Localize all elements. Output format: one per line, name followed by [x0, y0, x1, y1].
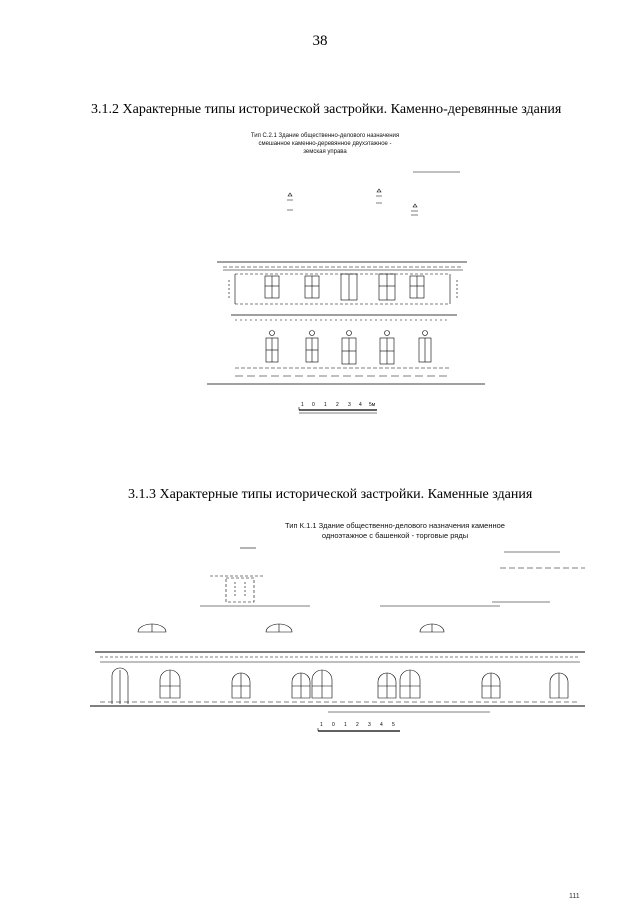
scale-tick-label: 1: [344, 722, 347, 728]
scale-tick-label: 0: [332, 722, 335, 728]
elevation-drawing-trading-rows: [80, 540, 600, 740]
scale-tick-label: 3: [348, 402, 351, 408]
caption-line: Тип С.2.1 Здание общественно-делового назначения: [250, 133, 400, 139]
scale-tick-label: 1: [324, 402, 327, 408]
scale-tick-label: 2: [336, 402, 339, 408]
page-number: 38: [312, 33, 328, 49]
scale-tick-label: 2: [356, 722, 359, 728]
elevation-drawing-zemstvo: [195, 170, 495, 430]
drawing-caption-c21: [225, 132, 425, 156]
section-heading-3-1-2: 3.1.2 Характерные типы исторической застройки. Каменно-деревянные здания: [91, 102, 562, 117]
scale-tick-label: 4: [359, 402, 362, 408]
scale-tick-label: 3: [368, 722, 371, 728]
caption-line: земская управа: [303, 149, 347, 155]
scale-tick-label: 5м: [369, 402, 376, 408]
scale-tick-label: 1: [320, 722, 323, 728]
scale-tick-label: 5: [392, 722, 395, 728]
scale-tick-label: 0: [312, 402, 315, 408]
caption-line: Тип К.1.1 Здание общественно-делового назначения каменное: [285, 521, 505, 530]
drawing-caption-k11: [240, 521, 550, 541]
scale-tick-label: 1: [301, 402, 304, 408]
scale-tick-label: 4: [380, 722, 383, 728]
section-heading-3-1-3: 3.1.3 Характерные типы исторической застройки. Каменные здания: [128, 487, 533, 502]
footer-page-number: 111: [569, 893, 580, 900]
caption-line: одноэтажное с башенкой - торговые ряды: [321, 531, 469, 540]
caption-line: смешанное каменно-деревянное двухэтажное -: [258, 141, 392, 147]
